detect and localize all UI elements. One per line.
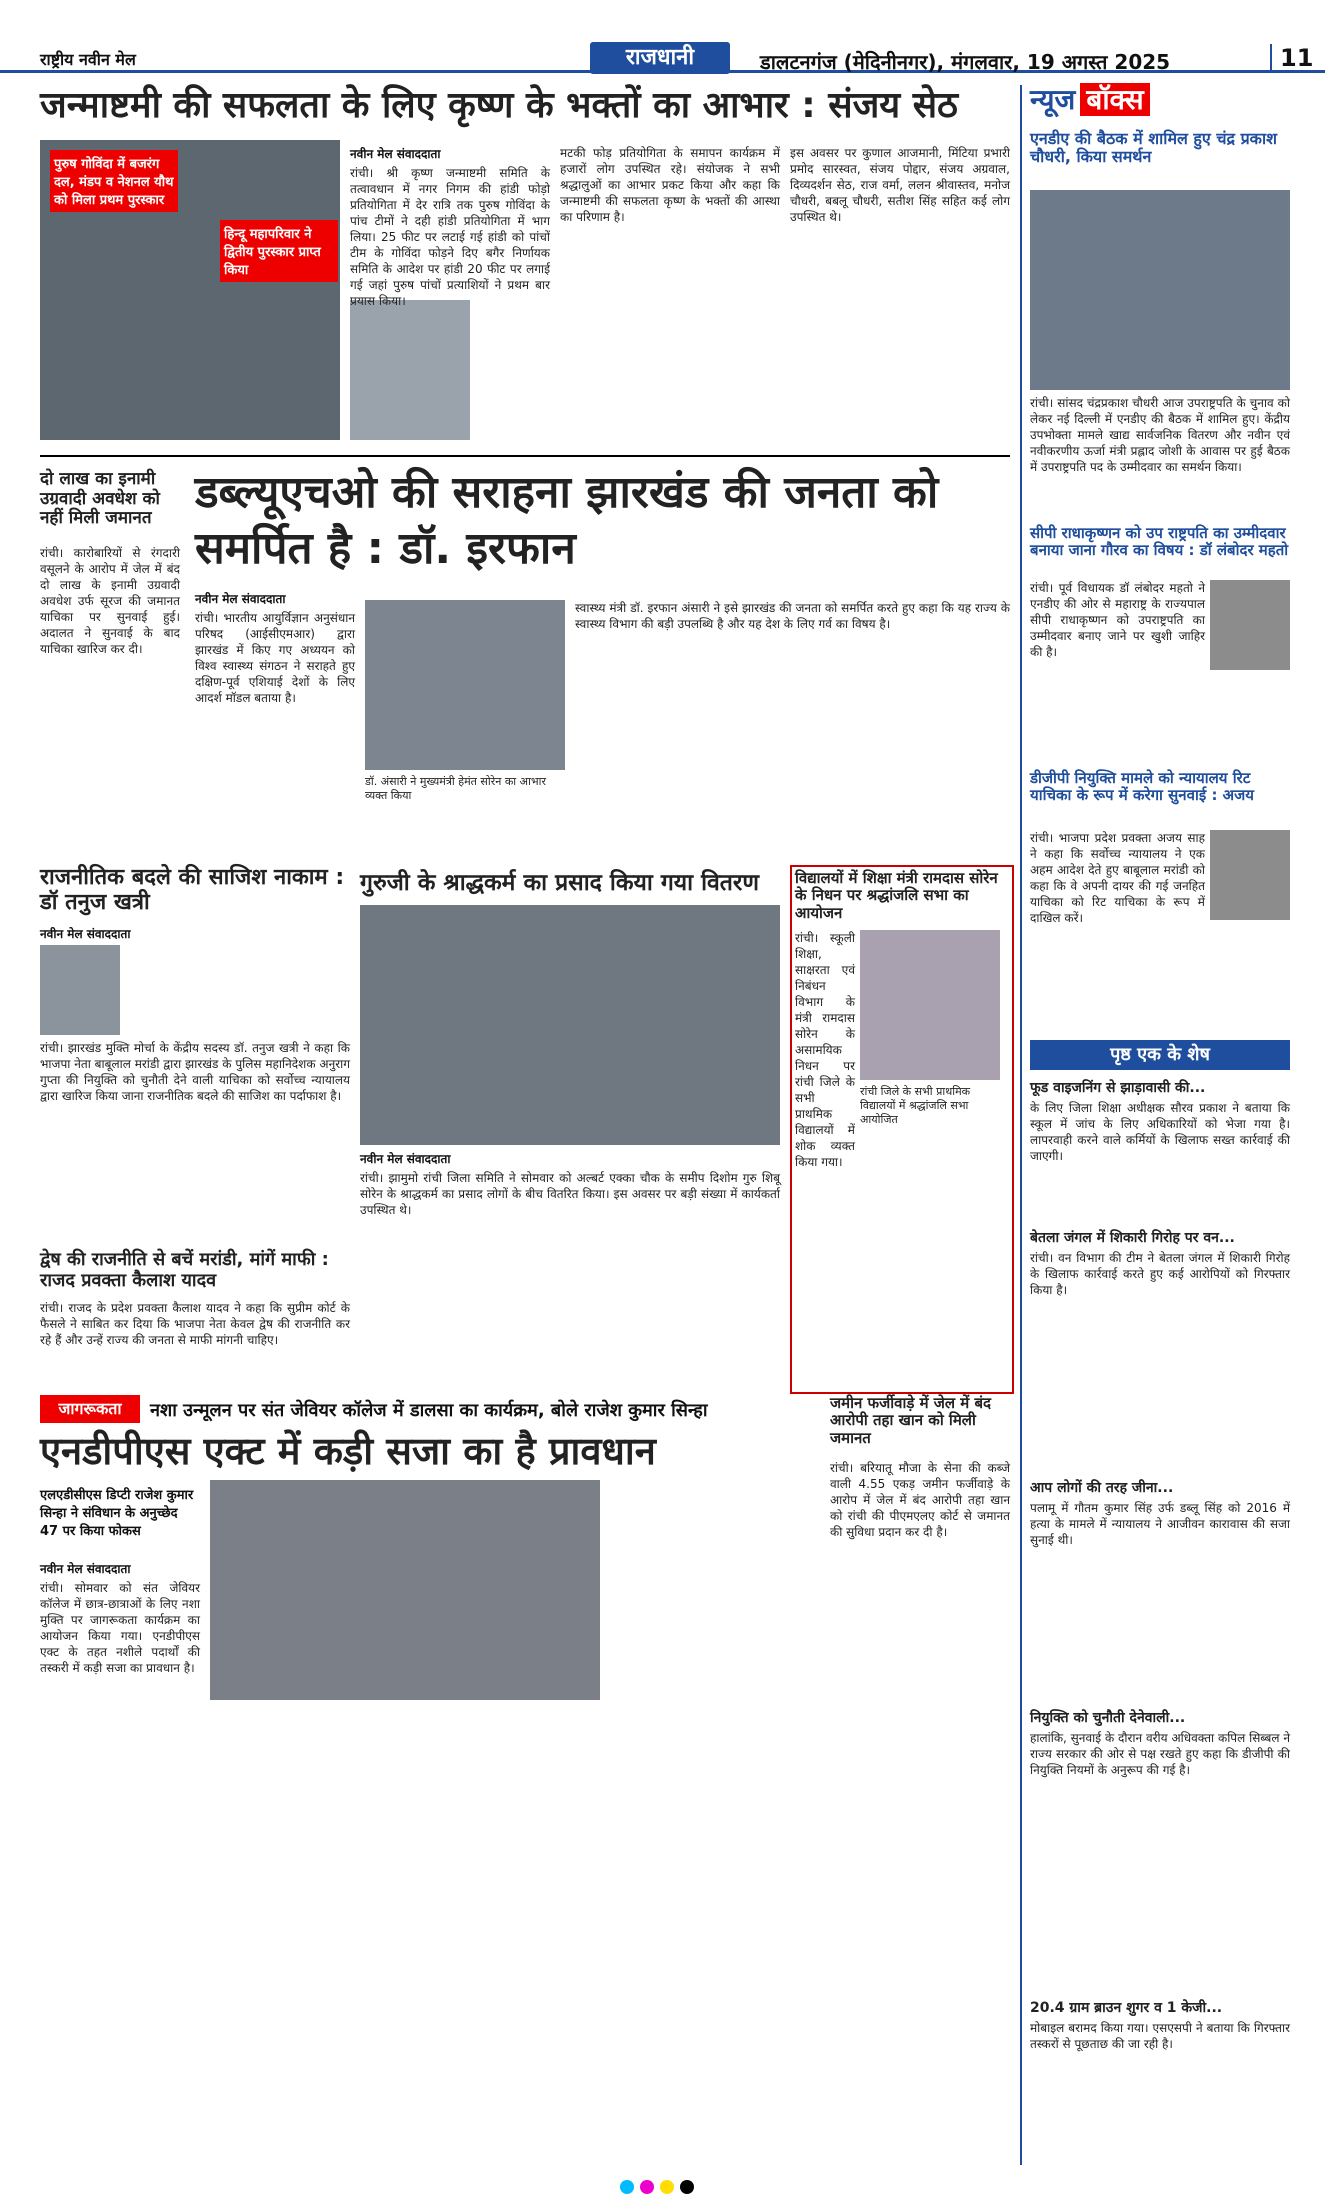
rest-item2-body: रांची। वन विभाग की टीम ने बेतला जंगल में शिकारी गिरोह के खिलाफ कार्रवाई करते हुए कई आरोपियों को गिरफ्तार किया है।	[1030, 1251, 1290, 1297]
registration-mark	[620, 2180, 634, 2194]
rest-item3-body: पलामू में गौतम कुमार सिंह उर्फ डब्लू सिंह को 2016 में हत्या के मामले में न्यायालय ने आजीवन कारावास की सजा सुनाई थी।	[1030, 1501, 1290, 1547]
story7-body: रांची। स्कूली शिक्षा, साक्षरता एवं निबंधन विभाग के मंत्री रामदास सोरेन के असामयिक निधन पर रांची जिले के सभी प्राथमिक विद्यालयों में शोक व्यक्त किया गया।	[795, 931, 855, 1169]
registration-mark	[680, 2180, 694, 2194]
newsbox-title-part1: न्यूज	[1030, 83, 1076, 116]
story1-para2: मटकी फोड़ प्रतियोगिता के समापन कार्यक्रम में हजारों लोग उपस्थित रहे। संयोजक ने सभी श्रद्धालुओं का आभार प्रकट किया और कहा कि जन्माष्टमी की सफलता कृष्ण के भक्तों की आस्था का परिणाम है।	[560, 146, 780, 224]
story6-byline: नवीन मेल संवाददाता	[360, 1152, 451, 1166]
story4-body: रांची। झारखंड मुक्ति मोर्चा के केंद्रीय सदस्य डॉ. तनुज खत्री ने कहा कि भाजपा नेता बाबूलाल मरांडी द्वारा झारखंड के पुलिस महानिदेशक अनुराग गुप्ता की नियुक्ति को चुनौती देने वाली याचिका को सर्वोच्च न्यायालय द्वारा खारिज किया जाना राजनीतिक बदले की साजिश का पर्दाफाश है।	[40, 1041, 350, 1103]
story9-body: रांची। बरियातू मौजा के सेना की कब्जे वाली 4.55 एकड़ जमीन फर्जीवाड़े के आरोप में जेल में बंद आरोपी तहा खान को रांची की पीएमएलए कोर्ट से जमानत की सुविधा प्रदान कर दी है।	[830, 1461, 1010, 1539]
divider	[40, 455, 1010, 457]
story8-strap-label: जागरूकता	[40, 1395, 140, 1423]
page-number: 11	[1270, 44, 1313, 72]
registration-mark	[640, 2180, 654, 2194]
story9-headline: जमीन फर्जीवाड़े में जेल में बंद आरोपी तहा खान को मिली जमानत	[830, 1394, 992, 1447]
newsbox-title-part2: बॉक्स	[1080, 83, 1149, 116]
story6-photo	[360, 905, 780, 1145]
newsbox-item3-portrait	[1210, 830, 1290, 920]
column-rule	[1020, 85, 1022, 2165]
rest-title: पृष्ठ एक के शेष	[1030, 1040, 1290, 1070]
story7-headline: विद्यालयों में शिक्षा मंत्री रामदास सोरेन के निधन पर श्रद्धांजलि सभा का आयोजन	[795, 869, 998, 922]
newsbox-item2-body: रांची। पूर्व विधायक डॉ लंबोदर महतो ने एनडीए की ओर से महाराष्ट्र के राज्यपाल सीपी राधाकृष्णन को उपराष्ट्रपति का उम्मीदवार बनाए जाने पर खुशी जाहिर की है।	[1030, 581, 1205, 659]
newsbox-title	[1030, 80, 1290, 120]
rest-item1-body: के लिए जिला शिक्षा अधीक्षक सौरव प्रकाश ने बताया कि स्कूल में जांच के लिए अधिकारियों को भेजा गया है। लापरवाही करने वाले कर्मियों के खिलाफ सख्त कार्रवाई की जाएगी।	[1030, 1101, 1290, 1163]
story1-byline: नवीन मेल संवाददाता	[350, 147, 441, 161]
story3-body: रांची। कारोबारियों से रंगदारी वसूलने के आरोप में जेल में बंद दो लाख के इनामी उग्रवादी अवधेश उर्फ सूरज की जमानत याचिका पर सुनवाई हुई। अदालत ने सुनवाई के बाद याचिका खारिज कर दी।	[40, 546, 180, 656]
story7-photo-caption: रांची जिले के सभी प्राथमिक विद्यालयों में श्रद्धांजलि सभा आयोजित	[860, 1085, 1000, 1127]
newsbox-item3-headline: डीजीपी नियुक्ति मामले को न्यायालय रिट याचिका के रूप में करेगा सुनवाई : अजय	[1030, 769, 1254, 805]
newsbox-item2-portrait	[1210, 580, 1290, 670]
story3-headline: दो लाख का इनामी उग्रवादी अवधेश को नहीं मिली जमानत	[40, 469, 160, 529]
story4-byline: नवीन मेल संवाददाता	[40, 927, 131, 941]
story2-byline: नवीन मेल संवाददाता	[195, 592, 286, 606]
section-tag: राजधानी	[590, 42, 730, 74]
story8-photo	[210, 1480, 600, 1700]
newsbox-item2-headline: सीपी राधाकृष्णन को उप राष्ट्रपति का उम्मीदवार बनाया जाना गौरव का विषय : डॉ लंबोदर महतो	[1030, 524, 1289, 560]
newsbox-item1-body: रांची। सांसद चंद्रप्रकाश चौधरी आज उपराष्ट्रपति के चुनाव को लेकर नई दिल्ली में एनडीए की बैठक में शामिल हुए। केंद्रीय उपभोक्ता मामले खाद्य सार्वजनिक वितरण और नवीन एवं नवीकरणीय ऊर्जा मंत्री प्रह्लाद जोशी के आवास पर हुई बैठक में उपराष्ट्रपति पद के उम्मीदवार का समर्थन किया।	[1030, 396, 1290, 474]
story8-byline: नवीन मेल संवाददाता	[40, 1562, 131, 1576]
story6-body: रांची। झामुमो रांची जिला समिति ने सोमवार को अल्बर्ट एक्का चौक के समीप दिशोम गुरु शिबू सोरेन के श्राद्धकर्म का प्रसाद लोगों के बीच वितरित किया। इस अवसर पर बड़ी संख्या में कार्यकर्ता उपस्थित थे।	[360, 1171, 780, 1217]
story8-strap: नशा उन्मूलन पर संत जेवियर कॉलेज में डालसा का कार्यक्रम, बोले राजेश कुमार सिन्हा	[150, 1400, 708, 1421]
story1-photo	[40, 140, 340, 440]
rest-item3-title: आप लोगों की तरह जीना...	[1030, 1480, 1174, 1496]
story7-photo	[860, 930, 1000, 1080]
rest-item1-title: फूड वाइजनिंग से झाड़ावासी की...	[1030, 1080, 1206, 1096]
story1-para1: रांची। श्री कृष्ण जन्माष्टमी समिति के तत्वावधान में नगर निगम की हांडी फोड़ो प्रतियोगिता में देर रात्रि तक पुरुष गोविंदा के पांच टीमों ने दही हांडी प्रतियोगिता में भाग लिया। 25 फीट पर लटाई गई हांडी को पांचों टीम के गोविंदा फोड़ने दिए बगैर निर्णायक समिति के आदेश पर हांडी 20 फीट पर लगाई गई जहां पुरुष पांचों प्रत्याशियों ने प्रथम बार प्रयास किया।	[350, 166, 550, 308]
story5-body: रांची। राजद के प्रदेश प्रवक्ता कैलाश यादव ने कहा कि सुप्रीम कोर्ट के फैसले ने साबित कर दिया कि भाजपा नेता केवल द्वेष की राजनीति कर रहे हैं और उन्हें राज्य की जनता से माफी मांगनी चाहिए।	[40, 1301, 350, 1347]
story6-headline: गुरुजी के श्राद्धकर्म का प्रसाद किया गया वितरण	[360, 870, 759, 896]
rest-item4-title: नियुक्ति को चुनौती देनेवाली...	[1030, 1710, 1186, 1726]
story5-headline: द्वेष की राजनीति से बचें मरांडी, मांगें माफी : राजद प्रवक्ता कैलाश यादव	[40, 1249, 329, 1291]
story2-headline: डब्ल्यूएचओ की सराहना झारखंड की जनता को समर्पित है : डॉ. इरफान	[195, 467, 939, 574]
story1-para3: इस अवसर पर कुणाल आजमानी, मिंटिया प्रभारी प्रमोद सारस्वत, संजय पोद्दार, संजय अग्रवाल, दिव्यदर्शन सेठ, राज वर्मा, ललन श्रीवास्तव, मनोज चौधरी, बबलू चौधरी, सतीश सिंह सहित कई लोग उपस्थित थे।	[790, 146, 1010, 224]
newspaper-logo: राष्ट्रीय नवीन मेल	[40, 50, 136, 69]
rest-item5-body: मोबाइल बरामद किया गया। एसएसपी ने बताया कि गिरफ्तार तस्करों से पूछताछ की जा रही है।	[1030, 2021, 1290, 2051]
rest-item4-body: हालांकि, सुनवाई के दौरान वरीय अधिवक्ता कपिल सिब्बल ने राज्य सरकार की ओर से पक्ष रखते हुए कहा कि डीजीपी की नियुक्ति नियमों के अनुरूप की गई है।	[1030, 1731, 1290, 1777]
story8-subhead: एलएडीसीएस डिप्टी राजेश कुमार सिन्हा ने संविधान के अनुच्छेद 47 पर किया फोकस	[40, 1488, 194, 1539]
story8-headline: एनडीपीएस एक्ट में कड़ी सजा का है प्रावधान	[40, 1429, 656, 1473]
photo-label-1: पुरुष गोविंदा में बजरंग दल, मंडप व नेशनल यौथ को मिला प्रथम पुरस्कार	[50, 150, 178, 212]
story4-headline: राजनीतिक बदले की साजिश नाकाम : डॉ तनुज खत्री	[40, 865, 345, 916]
story2-photo	[365, 600, 565, 770]
rest-item2-title: बेतला जंगल में शिकारी गिरोह पर वन...	[1030, 1230, 1235, 1246]
story2-para2: स्वास्थ्य मंत्री डॉ. इरफान अंसारी ने इसे झारखंड की जनता को समर्पित करते हुए कहा कि यह राज्य के स्वास्थ्य विभाग की बड़ी उपलब्धि है और यह देश के लिए गर्व का विषय है।	[575, 601, 1010, 631]
dateline: डालटनगंज (मेदिनीनगर), मंगलवार, 19 अगस्त 2025	[760, 50, 1171, 74]
story2-photo-caption: डॉ. अंसारी ने मुख्यमंत्री हेमंत सोरेन का आभार व्यक्त किया	[365, 775, 565, 803]
story2-para1: रांची। भारतीय आयुर्विज्ञान अनुसंधान परिषद (आईसीएमआर) द्वारा झारखंड में किए गए अध्ययन को विश्व स्वास्थ्य संगठन ने सराहते हुए दक्षिण-पूर्व एशियाई देशों के लिए आदर्श मॉडल बताया है।	[195, 611, 355, 705]
rest-item5-title: 20.4 ग्राम ब्राउन शुगर व 1 केजी...	[1030, 2000, 1223, 2016]
story4-portrait	[40, 945, 120, 1035]
newsbox-item1-photo	[1030, 190, 1290, 390]
photo-label-2: हिन्दू महापरिवार ने द्वितीय पुरस्कार प्राप्त किया	[220, 220, 338, 282]
story1-portrait	[350, 300, 470, 440]
registration-mark	[660, 2180, 674, 2194]
story8-body: रांची। सोमवार को संत जेवियर कॉलेज में छात्र-छात्राओं के लिए नशा मुक्ति पर जागरूकता कार्यक्रम का आयोजन किया गया। एनडीपीएस एक्ट के तहत नशीले पदार्थों की तस्करी में कड़ी सजा का प्रावधान है।	[40, 1581, 200, 1675]
newsbox-item3-body: रांची। भाजपा प्रदेश प्रवक्ता अजय साह ने कहा कि सर्वोच्च न्यायालय ने एक अहम आदेश देते हुए बाबूलाल मरांडी को कहा कि वे अपनी दायर की गई जनहित याचिका को रिट याचिका के रूप में दाखिल करें।	[1030, 831, 1205, 925]
story1-headline: जन्माष्टमी की सफलता के लिए कृष्ण के भक्तों का आभार : संजय सेठ	[40, 85, 958, 126]
newsbox-item1-headline: एनडीए की बैठक में शामिल हुए चंद्र प्रकाश चौधरी, किया समर्थन	[1030, 129, 1277, 167]
